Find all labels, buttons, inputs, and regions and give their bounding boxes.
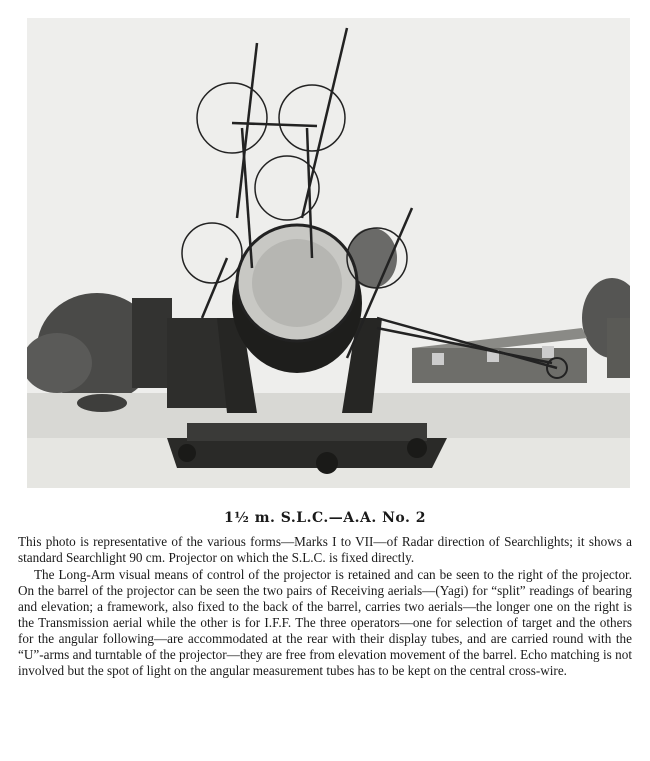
paragraph-2: The Long-Arm visual means of control of the projector is retained and can be seen to the right of the projector. On the barrel of the projector can be seen the two pairs of Receiving aerials—(Yagi) for “split” readings of bearing and elevation; a framework, also fixed to the back of the barrel, carries two aerials—the longer one on the right is the Transmission aerial while the other is for I.F.F. The three operators—one for selection of target and the others for the angular following—are accommodated at the rear with their display tubes, and are carried round with the “U”-arms and turntable of the projector—they are free from elevation movement of the barrel. Echo matching is not involved but the spot of light on the angular measurement tubes has to be kept on the central cross-wire. xyxy=(18,567,632,678)
paragraph-1: This photo is representative of the various forms—Marks I to VII—of Radar direction of Searchlights; it shows a standard Searchlight 90 cm. Projector on which the S.L.C. is fixed directly. xyxy=(18,534,632,565)
photo-caption: 1½ m. S.L.C.—A.A. No. 2 xyxy=(224,510,426,526)
searchlight-photo xyxy=(27,18,630,488)
searchlight-photo-illustration xyxy=(27,18,630,488)
description-text xyxy=(18,534,632,679)
